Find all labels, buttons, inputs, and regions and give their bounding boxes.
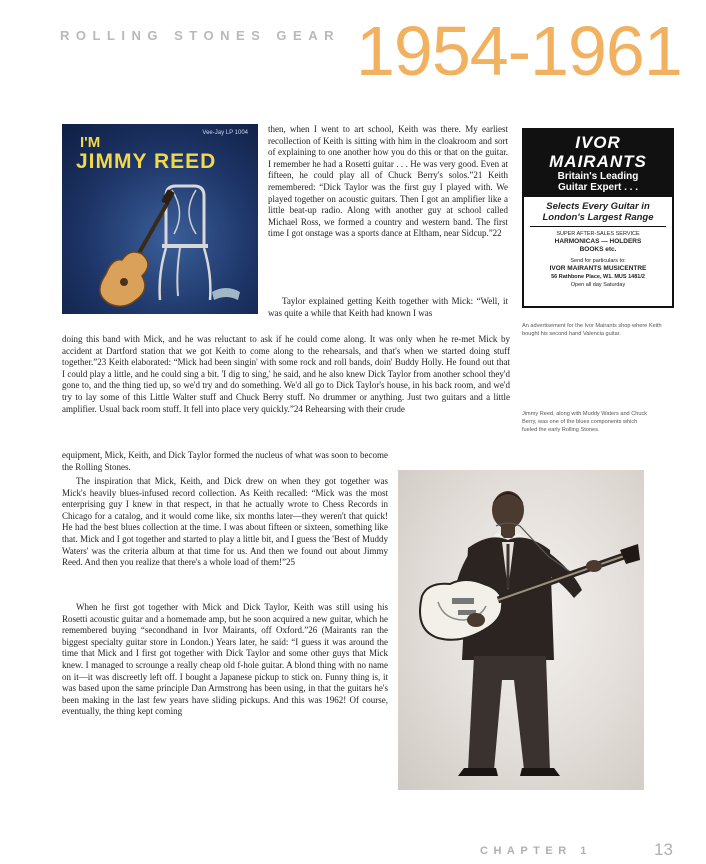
album-cover-image [62,124,258,314]
ad-header-band [524,130,672,197]
body-left-para-2: The inspiration that Mick, Keith, and Dick drew on when they got together was Mick's heavily blues-infused record collection. As Keith recalled: “Mick was the most enterprising guy I knew in that respect, in that he actually wrote to Chess Records in Chicago for a catalog, and it would come like, six months later—they weren't that quick! He had the best blues collection at the time. I was about fifteen or sixteen, something like that. Mick and I got together and started to play a little bit, and I guess the 'Best of Muddy Waters' was the criteria album at that time for us. And then we found out about Jimmy Reed. And then you realize that there's a whole load of them!”25 [62,476,388,568]
page-number: 13 [654,840,673,859]
ad-centre: IVOR MAIRANTS MUSICENTRE [549,265,647,272]
ad-selects-line-2: London's Largest Range [542,212,654,223]
body-wide-paragraph: doing this band with Mick, and he was reluctant to ask if he could come along. It was only when he re-met Mick by accident at Dartford station that we got Keith to come along to the rehearsals, and that's when we started doing stuff together.”23 Keith elaborated: “Mick had been singin' with some rock and roll bands, doin' Buddy Holly. He found out that I could play a little, and he could sing a bit. 'I dig to sing,' he said, and he also knew Dick Taylor from another school they'd gone to, and the thing tied up, so we'd try and do something. We'd all go to Dick Taylor's house, in his back room, and we'd try to lay some of this Little Walter stuff and Chuck Berry stuff. No drummer or anything. Just two guitars and a little amplifier. Usual back room stuff. It fell into place very quickly.”24 Rehearsing with their crude [62,334,510,414]
body-column-top-para-1: then, when I went to art school, Keith was there. My earliest recollection of Keith is sitting with him in the cloakroom and sort of explaining to one another how you do this or that on the guitar. I remember he had a Rosetti guitar . . . He was very good. Even at fifteen, he could play all of Chuck Berry's solos.”21 Keith remembered: “Dick Taylor was the first guy I played with. We played together on acoustic guitars. Then I got an amplifier like a little beat-up radio. Along with another guy at school called Michael Ross, we formed a country and western band. The first time I got onstage was a sports dance at Eltham, near Sidcup.”22 [268,124,508,239]
album-catalog-tag: Vee-Jay LP 1004 [202,130,248,136]
ad-tagline-line-2: Guitar Expert . . . [557,182,639,193]
photo-caption: Jimmy Reed, along with Muddy Waters and Chuck Berry, was one of the blues components which fueled the early Rolling Stones. [522,411,648,434]
chapter-label: CHAPTER 1 [480,845,592,857]
album-artist-name: JIMMY REED [76,150,217,173]
body-left-para-3: When he first got together with Mick and Dick Taylor, Keith was still using his Rosetti acoustic guitar and a homemade amp, but he soon acquired a new guitar, which he remembered buying “secondhand in Ivor Mairants, off Oxford.”26 (Mairants ran the biggest specialty guitar store in London.) Years later, he said: “I guess it was around the time that Mick and I first got together with Dick Taylor and some other guys that Mick knew. I managed to scrounge a really cheap old f-hole guitar. A blond thing with no name on it—it was discreetly left off. I bought a Japanese pickup to stick on. Funny thing is, it was based upon the same principle Dan Armstrong has been using, in that the guitars he's been making in the last few years have sliding pickups. And this was 1962! Of course, eventually, the thing kept coming [62,602,388,717]
era-title: 1954-1961 [356,12,682,90]
running-head: ROLLING STONES GEAR [60,28,340,43]
ad-caption: An advertisement for the Ivor Mairants shop where Keith bought his second hand Valencia guitar. [522,323,662,338]
body-left-para-1-end: equipment, Mick, Keith, and Dick Taylor formed the nucleus of what was soon to become the Rolling Stones. [62,450,388,472]
guitar-and-chair-illustration [62,124,258,314]
ad-address: 56 Rathbone Place, W1. MUS 1481/2 [551,274,645,280]
ad-books: BOOKS etc. [579,246,617,253]
ad-selects-line-1: Selects Every Guitar in [546,201,650,212]
ad-send-for: Send for particulars to: [570,258,626,264]
ad-selects-block [530,201,666,227]
ad-open: Open all day Saturday [570,282,626,288]
body-column-top-para-2: Taylor explained getting Keith together with Mick: “Well, it was quite a while that Keith had known I was [268,296,508,318]
ad-brand-line-2: MAIRANTS [549,152,647,171]
ad-brand-line-1: IVOR [575,133,621,152]
musician-with-guitar-illustration [398,470,644,790]
ad-tagline-line-1: Britain's Leading [557,171,639,182]
album-top-text: I'M [80,134,101,151]
ad-harmonicas: HARMONICAS — HOLDERS [554,238,642,245]
jimmy-reed-photo [398,470,644,790]
ivor-mairants-advertisement [522,128,674,308]
ad-body [524,197,672,289]
ad-service: SUPER AFTER-SALES SERVICE [556,231,640,237]
